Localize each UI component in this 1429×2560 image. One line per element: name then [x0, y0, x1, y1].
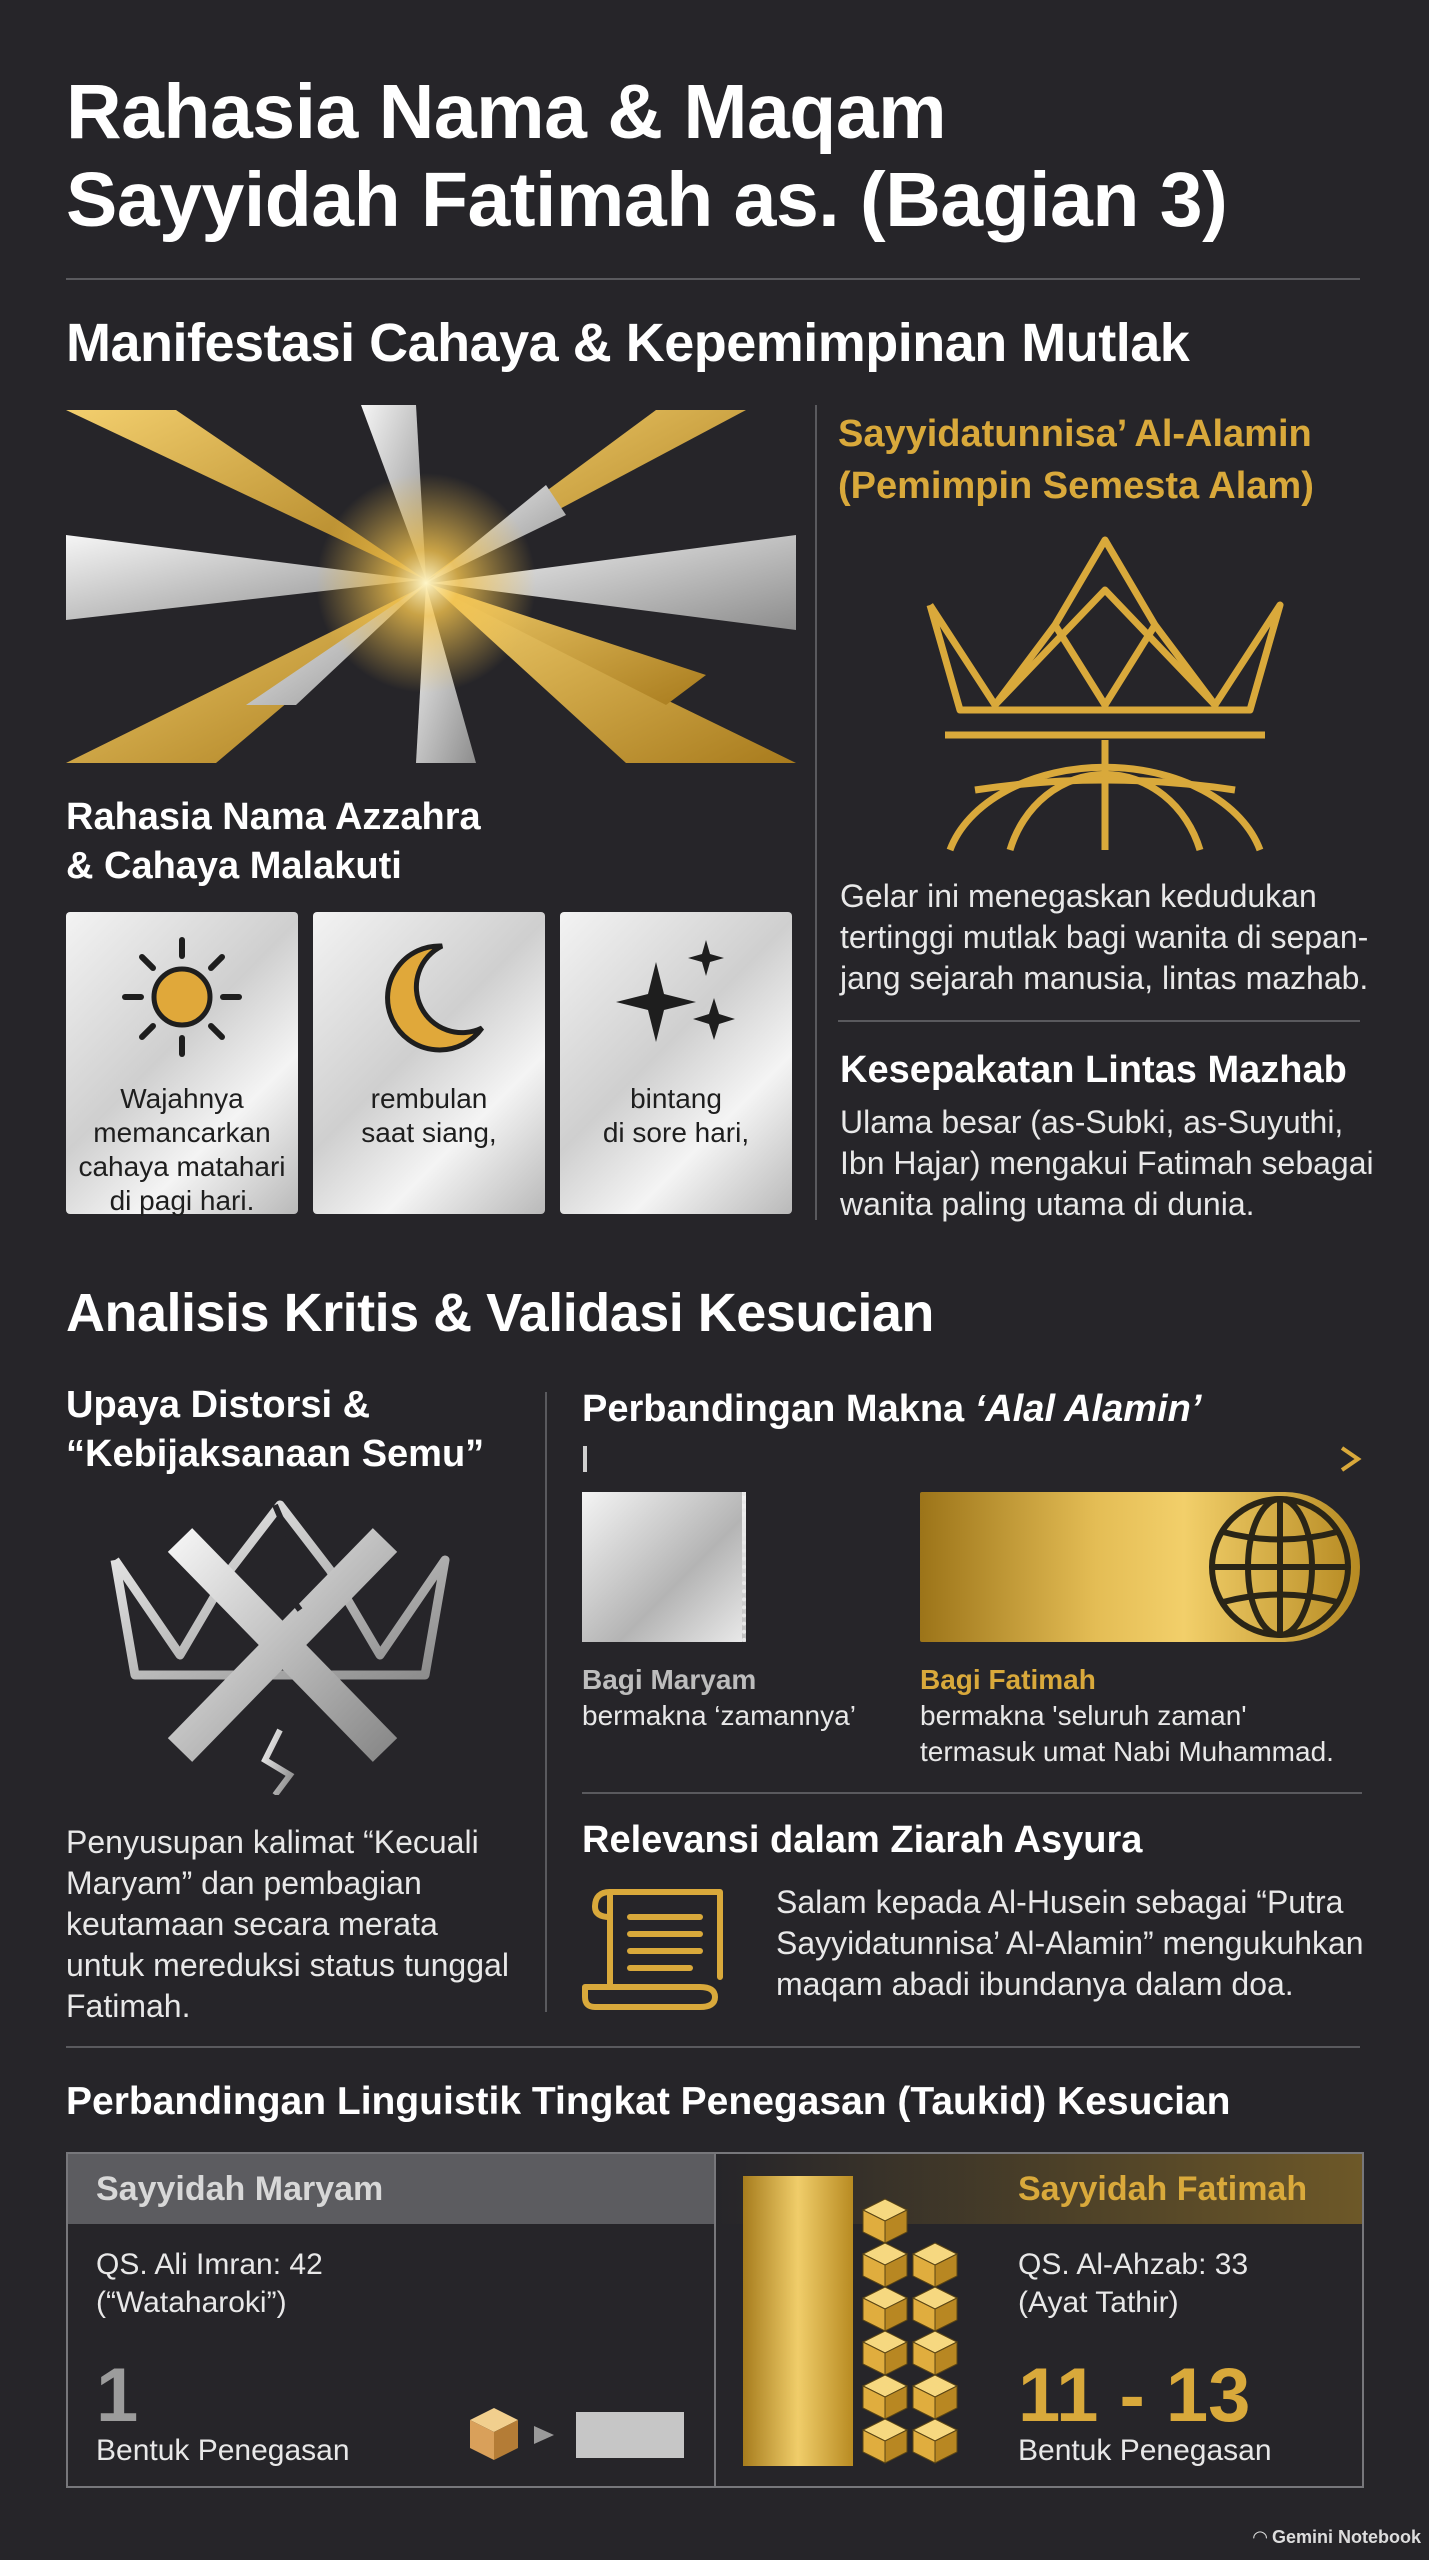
card-moon: [313, 912, 545, 1214]
card-moon-text: rembulan saat siang,: [361, 1083, 497, 1148]
maryam-bar: [582, 1492, 746, 1642]
gold-cube-icon: [863, 2331, 907, 2375]
sayyidatunnisa-heading: Sayyidatunnisa’ Al-Alamin (Pemimpin Semesta Alam): [838, 413, 1314, 507]
maryam-title: Sayyidah Maryam: [96, 2170, 384, 2208]
ziarah-body: Salam kepada Al-Husein sebagai “Putra Sayyidatunnisa’ Al-Alamin” mengukuhkan maqam abadi ibundanya dalam doa.: [776, 1884, 1364, 2002]
scroll-icon: [580, 1882, 730, 2012]
footer-brand: ◠ Gemini Notebook: [1253, 2527, 1421, 2547]
globe-icon: [1205, 1492, 1355, 1642]
arrow-line-icon: [582, 1444, 1364, 1474]
gold-cube-icon: [863, 2375, 907, 2419]
fatimah-reference: QS. Al-Ahzab: 33 (Ayat Tathir): [1018, 2248, 1249, 2319]
gold-cube-icon: [913, 2331, 957, 2375]
divider: [838, 1020, 1360, 1022]
gold-cube-icon: [913, 2243, 957, 2287]
fatimah-count: 11 - 13: [1018, 2353, 1251, 2438]
ziarah-heading: Relevansi dalam Ziarah Asyura: [582, 1819, 1143, 1861]
consensus-body: Ulama besar (as-Subki, as-Suyuthi, Ibn Hajar) mengakui Fatimah sebagai wanita paling utama di dunia.: [840, 1104, 1374, 1222]
divider: [582, 1792, 1362, 1794]
gold-cube-icon: [863, 2243, 907, 2287]
stars-icon: [611, 932, 741, 1062]
gold-cube-icon: [863, 2287, 907, 2331]
maryam-meaning: Bagi Maryam bermakna ‘zamannya’: [582, 1664, 856, 1731]
divider: [66, 278, 1360, 280]
card-stars-text: bintang di sore hari,: [602, 1083, 750, 1148]
vertical-divider: [545, 1392, 547, 2012]
maryam-reference: QS. Ali Imran: 42 (“Wataharoki”): [96, 2248, 323, 2319]
light-rays-illustration: [66, 405, 796, 765]
taukid-heading: Perbandingan Linguistik Tingkat Penegasan (Taukid) Kesucian: [66, 2080, 1231, 2123]
azzahra-heading: Rahasia Nama Azzahra & Cahaya Malakuti: [66, 796, 481, 887]
gold-cube-icon: [913, 2287, 957, 2331]
vertical-divider: [815, 405, 817, 1220]
crescent-moon-icon: [364, 932, 494, 1062]
card-stars: [560, 912, 792, 1214]
notebook-logo-icon: ◠: [1253, 2527, 1272, 2547]
maryam-count: 1: [96, 2353, 139, 2438]
fatimah-meaning: Bagi Fatimah bermakna 'seluruh zaman' termasuk umat Nabi Muhammad.: [920, 1664, 1334, 1767]
sayyidatunnisa-body: Gelar ini menegaskan kedudukan tertinggi mutlak bagi wanita di sepan- jang sejarah manusia, lintas mazhab.: [840, 878, 1369, 996]
divider: [66, 2046, 1360, 2048]
gold-cube-icon: [863, 2199, 907, 2243]
fatimah-title: Sayyidah Fatimah: [1018, 2170, 1308, 2208]
gold-cube-icon: [863, 2419, 907, 2463]
card-sun: [66, 912, 298, 1214]
distortion-body: Penyusupan kalimat “Kecuali Maryam” dan pembagian keutamaan secara merata untuk mereduksi status tunggal Fatimah.: [66, 1824, 509, 2024]
page-title: Rahasia Nama & Maqam Sayyidah Fatimah as. (Bagian 3): [66, 69, 1228, 243]
cube-stack-icon: [858, 2194, 968, 2474]
consensus-heading: Kesepakatan Lintas Mazhab: [840, 1049, 1347, 1091]
gold-cube-icon: [913, 2419, 957, 2463]
maryam-unit: Bentuk Penegasan: [96, 2434, 350, 2467]
gold-cube-icon: [913, 2375, 957, 2419]
sun-icon: [117, 932, 247, 1062]
crown-globe-icon: [905, 530, 1305, 860]
comparison-table: [66, 2152, 1364, 2488]
broken-crown-icon: [105, 1500, 455, 1795]
fatimah-tall-bar: [743, 2176, 853, 2466]
section-heading-manifestation: Manifestasi Cahaya & Kepemimpinan Mutlak: [66, 313, 1190, 373]
compare-heading: Perbandingan Makna ‘Alal Alamin’: [582, 1388, 1202, 1430]
cube-to-bar-icon: [466, 2404, 686, 2464]
distortion-heading: Upaya Distorsi & “Kebijaksanaan Semu”: [66, 1384, 485, 1475]
fatimah-unit: Bentuk Penegasan: [1018, 2434, 1272, 2467]
card-sun-text: Wajahnya memancarkan cahaya matahari di pagi hari.: [78, 1083, 286, 1216]
section-heading-analysis: Analisis Kritis & Validasi Kesucian: [66, 1283, 934, 1343]
